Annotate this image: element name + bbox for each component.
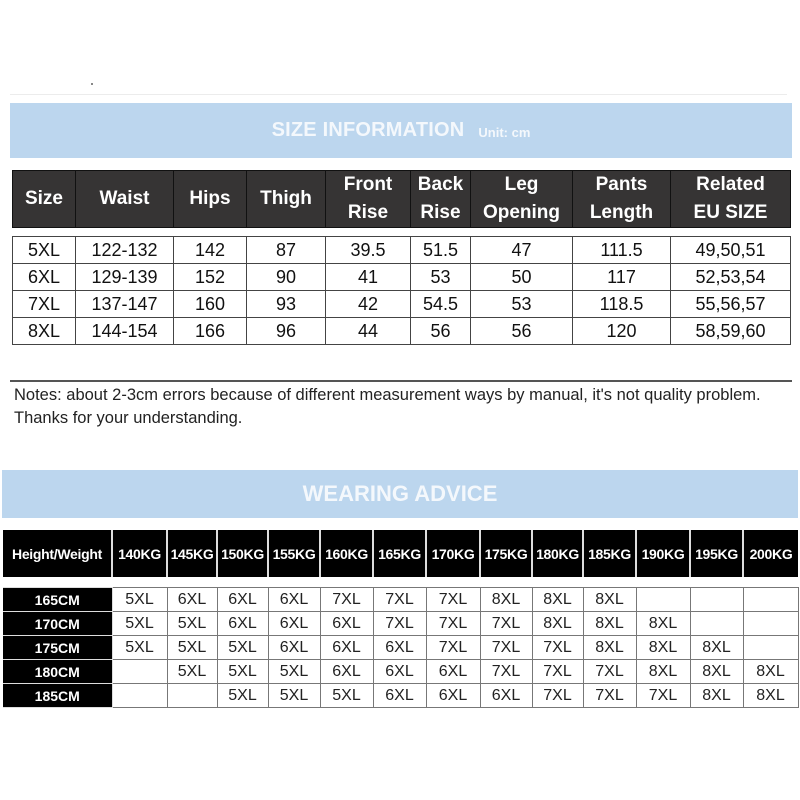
size-advice-cell: 6XL [320,636,373,660]
size-advice-cell: 8XL [583,588,636,612]
size-advice-cell: 8XL [743,660,798,684]
size-advice-cell: 8XL [532,612,583,636]
pants-length-cell: 117 [573,264,671,291]
size-advice-cell: 8XL [743,684,798,708]
col-header-front-rise: Front Rise [326,171,411,228]
thanks-text: Thanks for your understanding. [14,409,243,427]
size-advice-cell [112,660,167,684]
size-advice-cell [636,588,690,612]
back-rise-cell: 54.5 [411,291,471,318]
size-advice-cell: 7XL [426,636,480,660]
pants-length-cell: 111.5 [573,237,671,264]
table-row [3,684,798,708]
table-row [3,612,798,636]
weight-header: 165KG [373,530,426,577]
wearing-table-header [3,530,798,577]
waist-cell: 137-147 [76,291,174,318]
table-row [3,588,798,612]
height-label: 170CM [3,612,112,636]
waist-cell: 129-139 [76,264,174,291]
weight-header: 175KG [480,530,532,577]
size-advice-cell: 7XL [480,660,532,684]
thigh-cell: 93 [247,291,326,318]
leg-opening-cell: 53 [471,291,573,318]
back-rise-cell: 53 [411,264,471,291]
thigh-cell: 87 [247,237,326,264]
size-advice-cell: 8XL [690,636,743,660]
col-header-size: Size [13,171,76,228]
weight-header: 160KG [320,530,373,577]
size-advice-cell [743,636,798,660]
front-rise-cell: 44 [326,318,411,345]
size-advice-cell [112,684,167,708]
front-rise-cell: 41 [326,264,411,291]
eu-size-cell: 49,50,51 [671,237,791,264]
size-advice-cell [690,588,743,612]
height-label: 185CM [3,684,112,708]
wearing-advice-table [3,587,799,708]
size-advice-cell: 5XL [112,636,167,660]
weight-header: 200KG [743,530,798,577]
size-advice-cell [167,684,217,708]
eu-size-cell: 58,59,60 [671,318,791,345]
size-information-title: SIZE INFORMATION [271,119,465,141]
eu-size-cell: 55,56,57 [671,291,791,318]
table-row [3,660,798,684]
size-advice-cell: 8XL [636,660,690,684]
size-advice-cell: 6XL [268,636,320,660]
col-header-waist: Waist [76,171,174,228]
weight-header: 150KG [217,530,268,577]
table-row [13,291,791,318]
eu-size-cell: 52,53,54 [671,264,791,291]
size-advice-cell: 7XL [426,588,480,612]
top-divider [10,94,787,95]
size-advice-cell: 7XL [320,588,373,612]
notes-text: Notes: about 2-3cm errors because of different measurement ways by manual, it's not quality problem. [14,386,761,404]
size-advice-cell: 5XL [217,684,268,708]
size-advice-cell: 7XL [532,660,583,684]
stray-dot [91,83,93,85]
unit-label: Unit: cm [478,125,531,140]
size-cell: 6XL [13,264,76,291]
size-advice-cell: 5XL [167,660,217,684]
col-header-back-rise: Back Rise [411,171,471,228]
table-row [3,636,798,660]
size-cell: 5XL [13,237,76,264]
table-row [13,237,791,264]
size-table-header [12,170,791,228]
size-cell: 8XL [13,318,76,345]
hips-cell: 152 [174,264,247,291]
size-advice-cell: 7XL [532,636,583,660]
size-advice-cell: 6XL [320,660,373,684]
size-advice-cell: 5XL [268,684,320,708]
size-advice-cell: 6XL [480,684,532,708]
size-cell: 7XL [13,291,76,318]
size-advice-cell: 6XL [426,660,480,684]
size-advice-cell: 7XL [426,612,480,636]
weight-header: 140KG [112,530,167,577]
leg-opening-cell: 47 [471,237,573,264]
notes-divider [10,380,792,382]
table-row [13,264,791,291]
size-information-banner [10,103,792,158]
col-header-related-eu-size: Related EU SIZE [671,171,791,228]
weight-header: 145KG [167,530,217,577]
waist-cell: 122-132 [76,237,174,264]
size-advice-cell: 7XL [480,612,532,636]
size-advice-cell: 7XL [373,612,426,636]
weight-header: 170KG [426,530,480,577]
col-header-thigh: Thigh [247,171,326,228]
thigh-cell: 90 [247,264,326,291]
leg-opening-cell: 56 [471,318,573,345]
size-advice-cell: 8XL [583,612,636,636]
size-advice-cell: 7XL [480,636,532,660]
size-table [12,236,791,345]
size-advice-cell: 8XL [480,588,532,612]
size-advice-cell: 7XL [583,684,636,708]
size-advice-cell: 8XL [636,612,690,636]
col-header-leg-opening: Leg Opening [471,171,573,228]
height-label: 175CM [3,636,112,660]
size-advice-cell: 5XL [268,660,320,684]
size-advice-cell: 6XL [268,612,320,636]
size-advice-cell: 6XL [167,588,217,612]
size-advice-cell: 5XL [112,588,167,612]
size-advice-cell: 6XL [426,684,480,708]
front-rise-cell: 39.5 [326,237,411,264]
back-rise-cell: 51.5 [411,237,471,264]
size-advice-cell: 5XL [112,612,167,636]
size-advice-cell: 6XL [373,660,426,684]
table-row [13,318,791,345]
wearing-advice-title: WEARING ADVICE [302,481,498,506]
height-label: 165CM [3,588,112,612]
size-advice-cell: 7XL [532,684,583,708]
weight-header: 155KG [268,530,320,577]
size-advice-cell [743,612,798,636]
size-advice-cell: 8XL [532,588,583,612]
corner-header: Height/Weight [3,530,112,577]
wearing-advice-banner [2,470,798,518]
pants-length-cell: 120 [573,318,671,345]
size-advice-cell: 7XL [583,660,636,684]
size-advice-cell: 8XL [583,636,636,660]
weight-header: 195KG [690,530,743,577]
size-advice-cell: 6XL [373,636,426,660]
waist-cell: 144-154 [76,318,174,345]
size-advice-cell [690,612,743,636]
back-rise-cell: 56 [411,318,471,345]
size-advice-cell: 6XL [217,588,268,612]
col-header-hips: Hips [174,171,247,228]
size-advice-cell: 5XL [320,684,373,708]
thigh-cell: 96 [247,318,326,345]
notes-block [14,384,794,430]
weight-header: 180KG [532,530,583,577]
weight-header: 190KG [636,530,690,577]
size-advice-cell: 6XL [217,612,268,636]
size-advice-cell: 5XL [217,660,268,684]
size-advice-cell: 8XL [636,636,690,660]
hips-cell: 166 [174,318,247,345]
leg-opening-cell: 50 [471,264,573,291]
weight-header: 185KG [583,530,636,577]
size-advice-cell: 6XL [320,612,373,636]
size-advice-cell: 5XL [167,612,217,636]
size-advice-cell: 8XL [690,660,743,684]
size-advice-cell: 7XL [373,588,426,612]
size-advice-cell: 5XL [167,636,217,660]
pants-length-cell: 118.5 [573,291,671,318]
size-advice-cell [743,588,798,612]
size-advice-cell: 7XL [636,684,690,708]
size-advice-cell: 6XL [268,588,320,612]
hips-cell: 160 [174,291,247,318]
hips-cell: 142 [174,237,247,264]
front-rise-cell: 42 [326,291,411,318]
col-header-pants-length: Pants Length [573,171,671,228]
size-advice-cell: 8XL [690,684,743,708]
height-label: 180CM [3,660,112,684]
size-advice-cell: 6XL [373,684,426,708]
size-advice-cell: 5XL [217,636,268,660]
